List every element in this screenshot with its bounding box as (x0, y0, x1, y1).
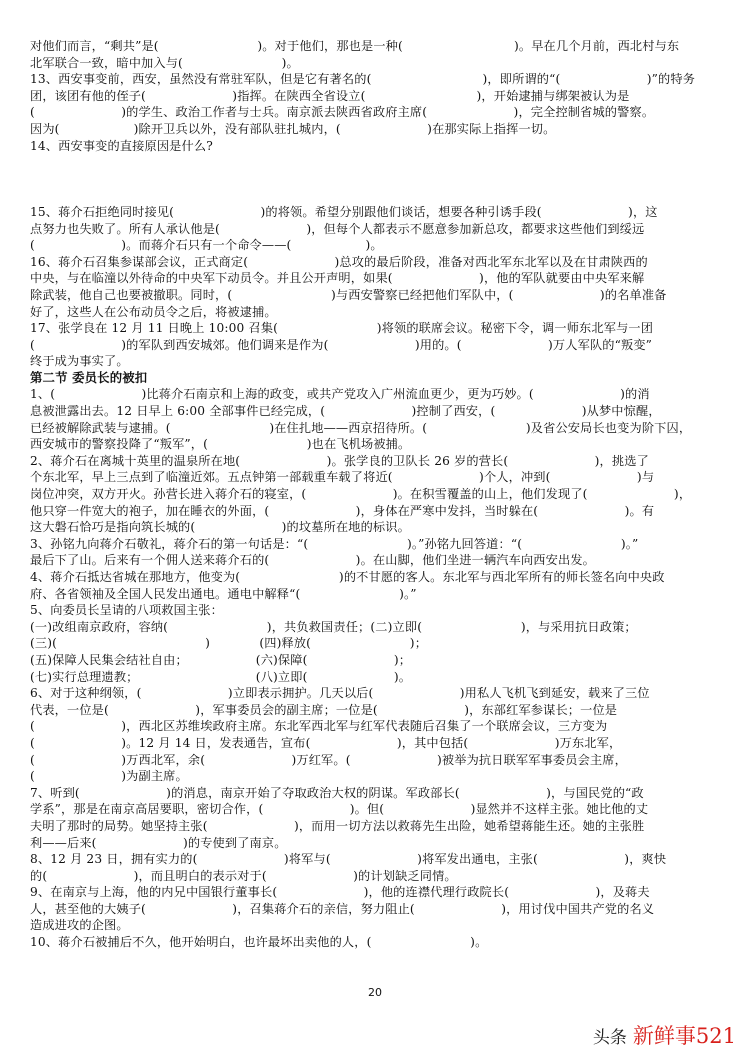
answer-space (30, 171, 720, 188)
question-16: 16、蒋介石召集参谋部会议，正式商定( )总攻的最后阶段，准备对西北军东北军以及在甘肃陕西的 (30, 254, 648, 269)
line-17: 好了，这些人在公布动员令之后，将被逮捕。 (30, 304, 277, 319)
line-5: ( )的学生、政治工作者与士兵。南京派去陕西省政府主席( )，完全控制省城的警察。 (30, 105, 655, 120)
line-53: 人，甚至他的大姨子( )，召集蒋介石的亲信，努力阻止( )，用讨伐中国共产党的名义 (30, 901, 655, 916)
item-10: 10、蒋介石被捕后不久，他开始明白，也许最坏出卖他的人，( )。 (30, 935, 488, 950)
line-28: 岗位冲突，双方开火。孙营长进入蒋介石的寝室，( )。在积雪覆盖的山上，他们发现了( )， (30, 487, 692, 502)
question-14: 14、西安事变的直接原因是什么? (30, 138, 213, 153)
item-5: 5、向委员长呈请的八项救国主张： (30, 603, 223, 618)
answer-space (30, 187, 720, 204)
line-25: 西安城市的警察投降了“叛军”，( )也在飞机场被捕。 (30, 437, 411, 452)
line-47: 学系”，那是在南京高居要职，密切合作，( )。但( )显然并不这样主张。她比他的丈 (30, 802, 649, 817)
line-27: 个东北军，早上三点到了临潼近郊。五点钟第一部载重车载了将近( )个人，冲到( )与 (30, 470, 655, 485)
item-1: 1、( )比蒋介石南京和上海的政变，或共产党攻入广州流血更少，更为巧妙。( )的消 (30, 387, 650, 402)
line-23: 息被泄露出去。12 日早上 6:00 全部事件已经完成，( )控制了西安，( )从梦中惊醒， (30, 404, 661, 419)
line-32: 最后下了山。后来有一个佣人送来蒋介石的( )。在山脚，他们坐进一辆汽车向西安出发。 (30, 553, 595, 568)
line-20: 终于成为事实了。 (30, 354, 129, 369)
line-12: 点努力也失败了。所有人承认他是( )，但每个人都表示不愿意参加新总攻，都要求这些他们到绥远 (30, 221, 645, 236)
item-4: 4、蒋介石抵达省城在那地方，他变为( )的不甘愿的客人。东北军与西北军所有的师长签名向中央政 (30, 570, 665, 584)
line-48: 夫明了那时的局势。她坚持主张( )，而用一切方法以救蒋先生出险，她希望蒋能生还。她的主张胜 (30, 818, 645, 833)
line-54: 造成进攻的企图。 (30, 918, 129, 933)
watermark-source: 头条 (592, 1028, 627, 1048)
line-45: ( )为副主席。 (30, 769, 188, 784)
line-43: ( )。12 月 14 日，发表通告，宣布( )，其中包括( )万东北军， (30, 735, 622, 750)
line-19: ( )的军队到西安城郊。他们调来是作为( )用的。( )万人军队的“叛变” (30, 337, 653, 352)
line-34: 府、各省领袖及全国人民发出通电。通电中解释“( )。” (30, 586, 417, 601)
question-13: 13、西安事变前，西安，虽然没有常驻军队，但是它有著名的( )，即所谓的“( )”的特务 (30, 72, 696, 87)
line-30: 这大磐石恰巧是指向筑长城的( )的坟墓所在地的标识。 (30, 520, 410, 535)
line-51: 的( )，而且明白的表示对于( )的计划缺乏同情。 (30, 868, 457, 883)
line-49: 利——后来( )的专使到了南京。 (30, 835, 287, 850)
line-24: 已经被解除武装与逮捕。( )在住扎地——西京招待所。( )及省公安局长也变为阶下囚， (30, 420, 692, 435)
line-4: 团，该团有他的侄子( )指挥。在陕西全省设立( )，开始逮捕与绑架被认为是 (30, 88, 630, 103)
watermark-brand: 新鲜事521 (632, 1024, 736, 1048)
watermark (593, 1020, 736, 1050)
proposal-5-6: (五)保障人民集会结社自由； (六)保障( )； (30, 652, 412, 667)
answer-space (30, 154, 720, 171)
line-1: 对他们而言，“剩共”是( )。对于他们，那也是一种( )。早在几个月前，西北村与东 (30, 39, 680, 53)
section-heading: 第二节 委员长的被扣 (30, 369, 148, 385)
line-13: ( )。而蒋介石只有一个命令——( )。 (30, 238, 383, 253)
item-7: 7、听到( )的消息，南京开始了夺取政治大权的阴谋。军政部长( )，与国民党的“政 (30, 785, 644, 800)
line-15: 中央，与在临潼以外待命的中央军下动员令。并且公开声明，如果( )，他的军队就要由中央军来解 (30, 271, 645, 286)
question-17: 17、张学良在 12 月 11 日晚上 10:00 召集( )将领的联席会议。秘密下令，调一师东北军与一团 (30, 321, 654, 336)
question-15: 15、蒋介石拒绝同时接见( )的将领。希望分别跟他们谈话，想要各种引诱手段( )，这 (30, 204, 658, 219)
proposal-1-2: (一)改组南京政府，容纳( )，共负救国责任；(二)立即( )，与采用抗日政策； (30, 619, 637, 634)
item-2: 2、蒋介石在离城十英里的温泉所在地( )。张学良的卫队长 26 岁的营长( )，挑选了 (30, 453, 649, 468)
line-16: 除武装，他自己也要被撤职。同时，( )与西安警察已经把他们军队中，( )的名单准备 (30, 287, 667, 302)
item-3: 3、孙铭九向蒋介石敬礼，蒋介石的第一句话是：“( )。”孙铭九回答道：“( )。” (30, 536, 639, 551)
item-8: 8、12 月 23 日，拥有实力的( )将军与( )将军发出通电，主张( )，爽快 (30, 852, 667, 867)
page-number: 20 (368, 986, 382, 999)
line-42: ( )，西北区苏维埃政府主席。东北军西北军与红军代表随后召集了一个联席会议，三方变为 (30, 719, 608, 734)
line-44: ( )万西北军，余( )万红军。( )被举为抗日联军军事委员会主席， (30, 752, 627, 767)
line-29: 他只穿一件宽大的袍子，加在睡衣的外面，( )，身体在严寒中发抖，当时躲在( )。有 (30, 503, 655, 518)
item-6: 6、对于这种纲领，( )立即表示拥护。几天以后( )用私人飞机飞到延安，载来了三位 (30, 686, 650, 701)
line-2: 北军联合一致，暗中加入与( )。 (30, 55, 299, 70)
proposal-3-4: (三)( ) (四)释放( )； (30, 636, 428, 651)
item-9: 9、在南京与上海，他的内兄中国银行董事长( )，他的连襟代理行政院长( )，及蒋夫 (30, 885, 650, 900)
line-41: 代表，一位是( )，军事委员会的副主席；一位是( )，东部红军参谋长；一位是 (30, 702, 618, 717)
line-6: 因为( )除开卫兵以外，没有部队驻扎城内，( )在那实际上指挥一切。 (30, 121, 556, 136)
proposal-7-8: (七)实行总理遗教； (八)立即( )。 (30, 669, 412, 684)
